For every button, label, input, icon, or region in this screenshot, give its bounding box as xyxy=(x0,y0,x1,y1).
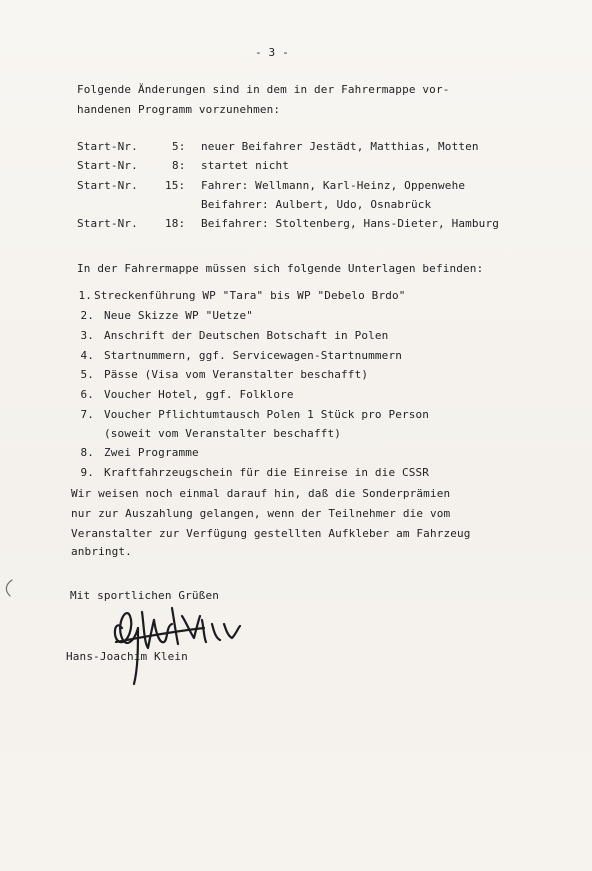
list-item-text: Pässe (Visa vom Veranstalter beschafft) xyxy=(104,368,369,381)
list-item-number: 6. xyxy=(80,388,94,401)
change-number: 18: xyxy=(165,217,186,230)
list-item-number: 1. xyxy=(78,289,92,302)
intro-line-2: handenen Programm vorzunehmen: xyxy=(77,103,281,116)
list-item-text: Voucher Hotel, ggf. Folklore xyxy=(104,388,294,401)
change-number: 5: xyxy=(172,140,186,153)
list-item-text: Kraftfahrzeugschein für die Einreise in die CSSR xyxy=(104,466,430,479)
page-number: - 3 - xyxy=(255,46,289,59)
signer-name: Hans-Joachim Klein xyxy=(66,650,188,663)
list-item-number: 7. xyxy=(80,408,94,421)
documents-intro: In der Fahrermappe müssen sich folgende Unterlagen befinden: xyxy=(77,262,484,275)
list-item-text: Streckenführung WP "Tara" bis WP "Debelo Brdo" xyxy=(94,289,406,302)
list-item-number: 2. xyxy=(80,309,94,322)
margin-mark xyxy=(0,578,16,598)
change-text: Beifahrer: Aulbert, Udo, Osnabrück xyxy=(201,198,432,211)
intro-line-1: Folgende Änderungen sind in dem in der Fahrermappe vor- xyxy=(77,83,450,96)
list-item-number: 8. xyxy=(80,446,94,459)
change-text: startet nicht xyxy=(201,159,290,172)
list-item-number: 5. xyxy=(80,368,94,381)
change-label: Start-Nr. xyxy=(77,140,138,153)
list-item-number: 4. xyxy=(80,349,94,362)
list-item-text: Voucher Pflichtumtausch Polen 1 Stück pro Person xyxy=(104,408,430,421)
change-text: neuer Beifahrer Jestädt, Matthias, Motten xyxy=(201,140,479,153)
change-text: Beifahrer: Stoltenberg, Hans-Dieter, Hamburg xyxy=(201,217,499,230)
list-item-text: (soweit vom Veranstalter beschafft) xyxy=(104,427,342,440)
closing-line: Wir weisen noch einmal darauf hin, daß die Sonderprämien xyxy=(71,487,451,500)
change-label: Start-Nr. xyxy=(77,179,138,192)
list-item-text: Startnummern, ggf. Servicewagen-Startnummern xyxy=(104,349,402,362)
list-item-text: Neue Skizze WP "Uetze" xyxy=(104,309,253,322)
change-label: Start-Nr. xyxy=(77,159,138,172)
list-item-number: 9. xyxy=(80,466,94,479)
closing-line: anbringt. xyxy=(71,545,132,558)
change-number: 15: xyxy=(165,179,186,192)
closing-line: nur zur Auszahlung gelangen, wenn der Teilnehmer die vom xyxy=(71,507,451,520)
change-label: Start-Nr. xyxy=(77,217,138,230)
list-item-text: Anschrift der Deutschen Botschaft in Polen xyxy=(104,329,389,342)
change-number: 8: xyxy=(172,159,186,172)
handwritten-signature xyxy=(108,598,248,690)
list-item-number: 3. xyxy=(80,329,94,342)
closing-line: Veranstalter zur Verfügung gestellten Aufkleber am Fahrzeug xyxy=(71,527,471,540)
greeting: Mit sportlichen Grüßen xyxy=(70,589,219,602)
change-text: Fahrer: Wellmann, Karl-Heinz, Oppenwehe xyxy=(201,179,466,192)
list-item-text: Zwei Programme xyxy=(104,446,199,459)
